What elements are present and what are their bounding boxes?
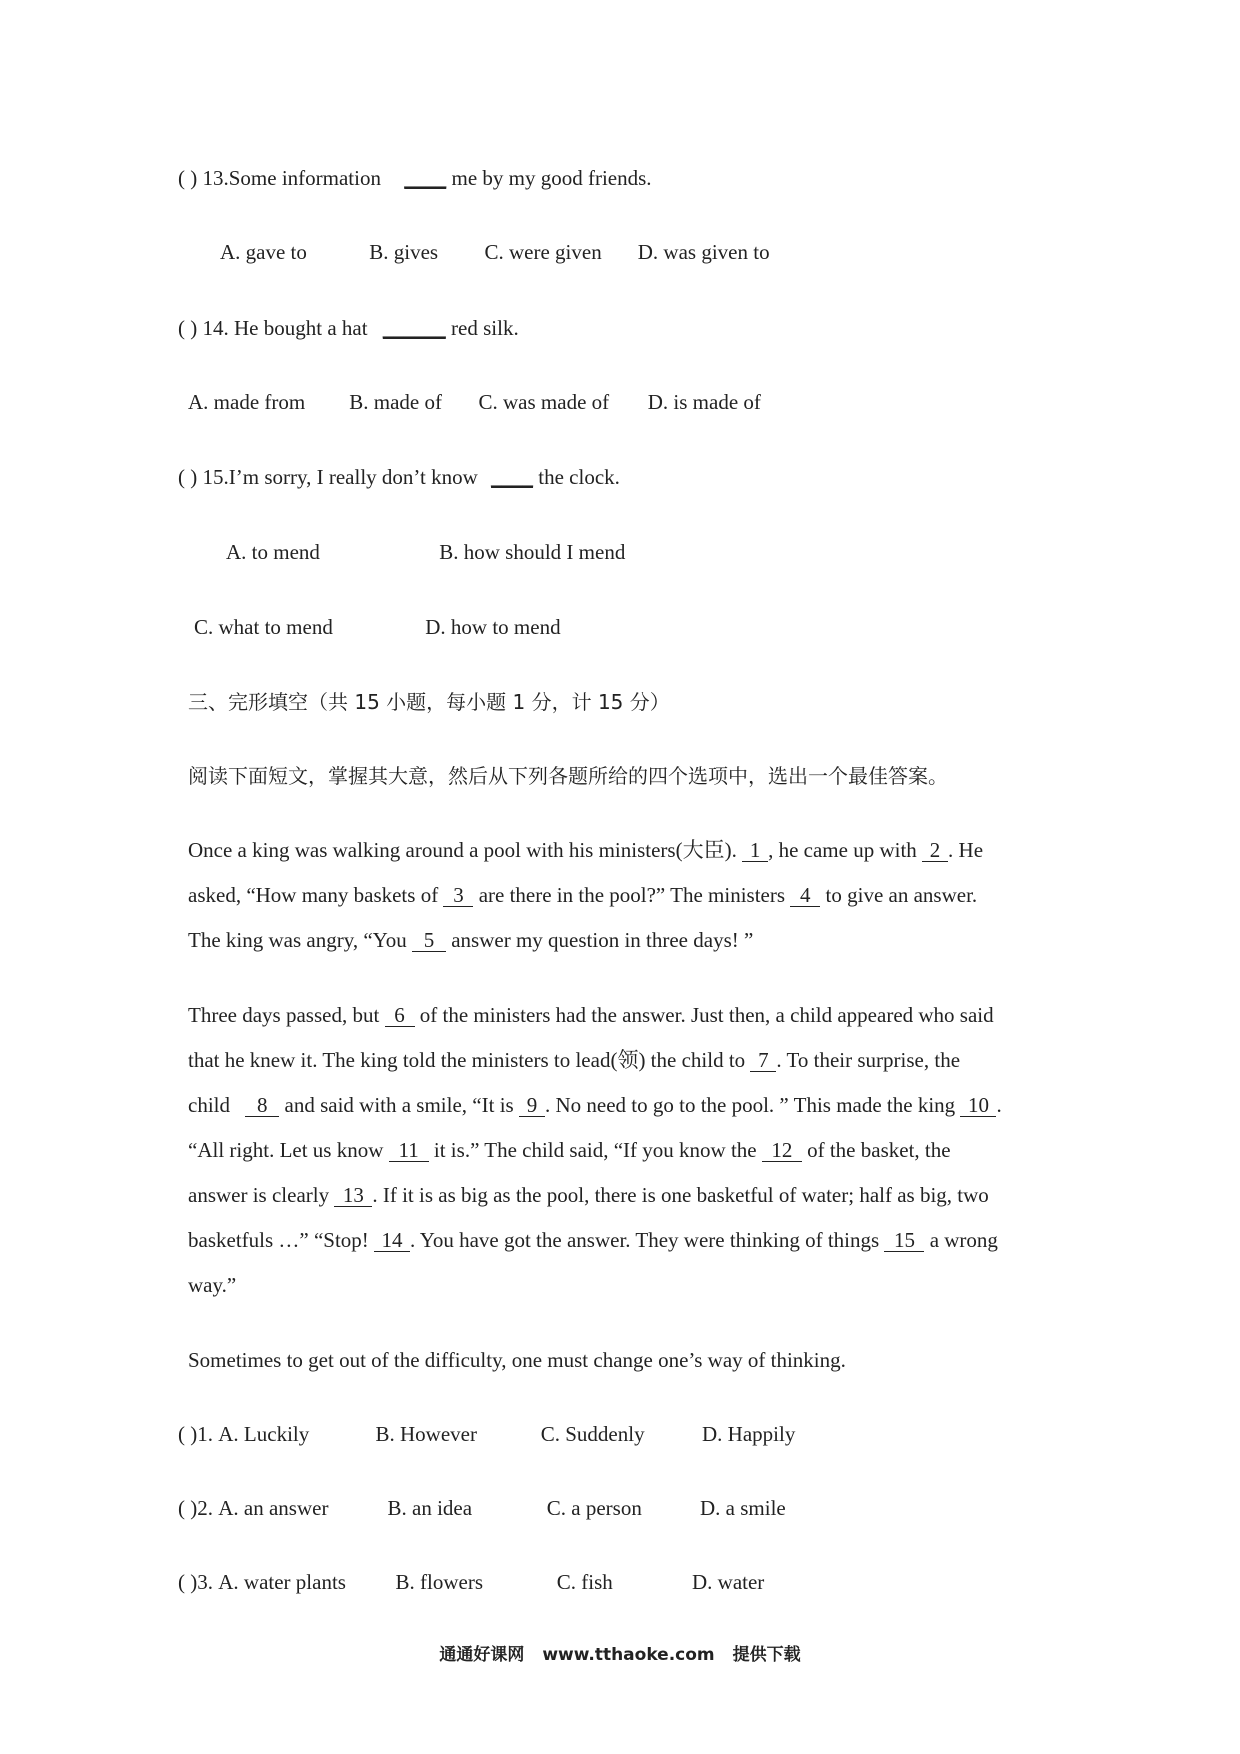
question-13-stem [178, 166, 652, 190]
passage-line [188, 1230, 998, 1252]
section-instruction: 阅读下面短文，掌握其大意，然后从下列各题所给的四个选项中，选出一个最佳答案。 [188, 764, 948, 788]
blank-number: 9 [519, 1095, 545, 1117]
question-text: 15.I’m sorry, I really don’t know [202, 465, 478, 489]
blank-number: 6 [385, 1005, 415, 1027]
option-c: C. a person [546, 1496, 642, 1520]
option-c: C. fish [556, 1570, 613, 1594]
blank: ______ [382, 316, 446, 340]
question-text: red silk. [451, 316, 519, 340]
passage-text: it is.” The child said, “If you know the [433, 1138, 757, 1162]
blank: ____ [491, 465, 534, 489]
question-text: 13.Some information [202, 166, 381, 190]
passage-line [188, 930, 753, 952]
passage-text: , he came up with [768, 838, 917, 862]
passage-line [188, 1095, 1002, 1117]
blank-number: 1 [742, 840, 768, 862]
question-15-stem [178, 465, 620, 489]
option-a: A. water plants [218, 1570, 346, 1594]
passage-line [188, 885, 977, 907]
page-footer [0, 1640, 1240, 1665]
question-number: 3. [197, 1570, 213, 1594]
passage-line [188, 1185, 989, 1207]
footer-url[interactable]: www.tthaoke.com [542, 1645, 715, 1665]
footer-tail: 提供下载 [732, 1645, 801, 1665]
option-d: D. a smile [700, 1496, 786, 1520]
passage-text: . You have got the answer. They were thinking of things [410, 1228, 880, 1252]
option-c: C. was made of [478, 390, 610, 414]
option-b: B. an idea [387, 1496, 473, 1520]
passage-text: of the ministers had the answer. Just then, a child appeared who said [419, 1003, 994, 1027]
question-14-options [188, 392, 761, 413]
passage-text: a wrong [929, 1228, 998, 1252]
question-14-stem [178, 316, 519, 340]
question-number: 1. [197, 1422, 213, 1446]
answer-paren: ( ) [178, 1422, 198, 1446]
passage-text: are there in the pool?” The ministers [478, 883, 786, 907]
option-b: B. flowers [395, 1570, 483, 1594]
passage-line [188, 1005, 994, 1027]
blank-number: 11 [389, 1140, 429, 1162]
blank-number: 4 [790, 885, 820, 907]
option-a: A. made from [188, 390, 306, 414]
passage-text: . [996, 1093, 1002, 1117]
question-text: the clock. [538, 465, 620, 489]
option-c: C. what to mend [194, 615, 333, 639]
passage-text: . To their surprise, the [776, 1048, 961, 1072]
option-a: A. to mend [226, 540, 320, 564]
passage-text: . If it is as big as the pool, there is one basketful of water; half as big, two [372, 1183, 989, 1207]
passage-text: Three days passed, but [188, 1003, 380, 1027]
passage-line [188, 840, 983, 862]
blank-number: 14 [374, 1230, 410, 1252]
passage-moral: Sometimes to get out of the difficulty, one must change one’s way of thinking. [188, 1348, 846, 1372]
option-d: D. water [692, 1570, 765, 1594]
passage-line [188, 1140, 951, 1162]
answer-paren: ( ) [178, 465, 198, 489]
cloze-question-2 [178, 1496, 786, 1520]
blank-number: 7 [750, 1050, 776, 1072]
passage-text: of the basket, the [807, 1138, 951, 1162]
question-15-options-row2 [194, 617, 561, 638]
passage-text: basketfuls …” “Stop! [188, 1228, 369, 1252]
passage-text: that he knew it. The king told the ministers to lead(领) the child to [188, 1048, 746, 1072]
footer-site-name: 通通好课网 [439, 1645, 525, 1665]
blank-number: 13 [334, 1185, 372, 1207]
option-d: D. was given to [637, 240, 770, 264]
question-15-options-row1 [226, 542, 625, 563]
question-13-options [220, 242, 770, 263]
option-a: A. Luckily [218, 1422, 310, 1446]
blank-number: 8 [245, 1095, 279, 1117]
question-text: me by my good friends. [451, 166, 652, 190]
answer-paren: ( ) [178, 1496, 198, 1520]
cloze-question-1 [178, 1422, 796, 1446]
passage-line [188, 1275, 236, 1296]
option-b: B. made of [349, 390, 442, 414]
passage-text: and said with a smile, “It is [284, 1093, 514, 1117]
passage-text: answer is clearly [188, 1183, 330, 1207]
answer-paren: ( ) [178, 1570, 198, 1594]
option-b: B. gives [369, 240, 439, 264]
blank-number: 12 [762, 1140, 802, 1162]
option-c: C. were given [484, 240, 602, 264]
passage-text: way.” [188, 1273, 237, 1297]
blank-number: 2 [922, 840, 948, 862]
option-d: D. how to mend [425, 615, 561, 639]
passage-text: . He [948, 838, 984, 862]
passage-text: Once a king was walking around a pool with his ministers(大臣). [188, 838, 737, 862]
answer-paren: ( ) [178, 316, 198, 340]
blank-number: 3 [443, 885, 473, 907]
passage-text: to give an answer. [825, 883, 978, 907]
answer-paren: ( ) [178, 166, 198, 190]
option-b: B. how should I mend [439, 540, 626, 564]
passage-text: child [188, 1093, 230, 1117]
passage-line [188, 1050, 960, 1072]
option-a: A. an answer [218, 1496, 329, 1520]
question-number: 2. [197, 1496, 213, 1520]
option-a: A. gave to [220, 240, 307, 264]
option-b: B. However [375, 1422, 477, 1446]
question-text: 14. He bought a hat [202, 316, 368, 340]
passage-text: answer my question in three days! ” [451, 928, 754, 952]
blank-number: 5 [412, 930, 446, 952]
passage-text: asked, “How many baskets of [188, 883, 439, 907]
option-d: D. Happily [702, 1422, 796, 1446]
cloze-question-3 [178, 1570, 765, 1594]
passage-text: . No need to go to the pool. ” This made the king [544, 1093, 956, 1117]
option-c: C. Suddenly [540, 1422, 645, 1446]
blank: ____ [404, 166, 447, 190]
blank-number: 10 [960, 1095, 996, 1117]
passage-text: The king was angry, “You [188, 928, 407, 952]
option-d: D. is made of [647, 390, 761, 414]
passage-text: “All right. Let us know [188, 1138, 384, 1162]
blank-number: 15 [884, 1230, 924, 1252]
section-heading: 三、完形填空（共 15 小题，每小题 1 分，计 15 分） [188, 690, 670, 714]
